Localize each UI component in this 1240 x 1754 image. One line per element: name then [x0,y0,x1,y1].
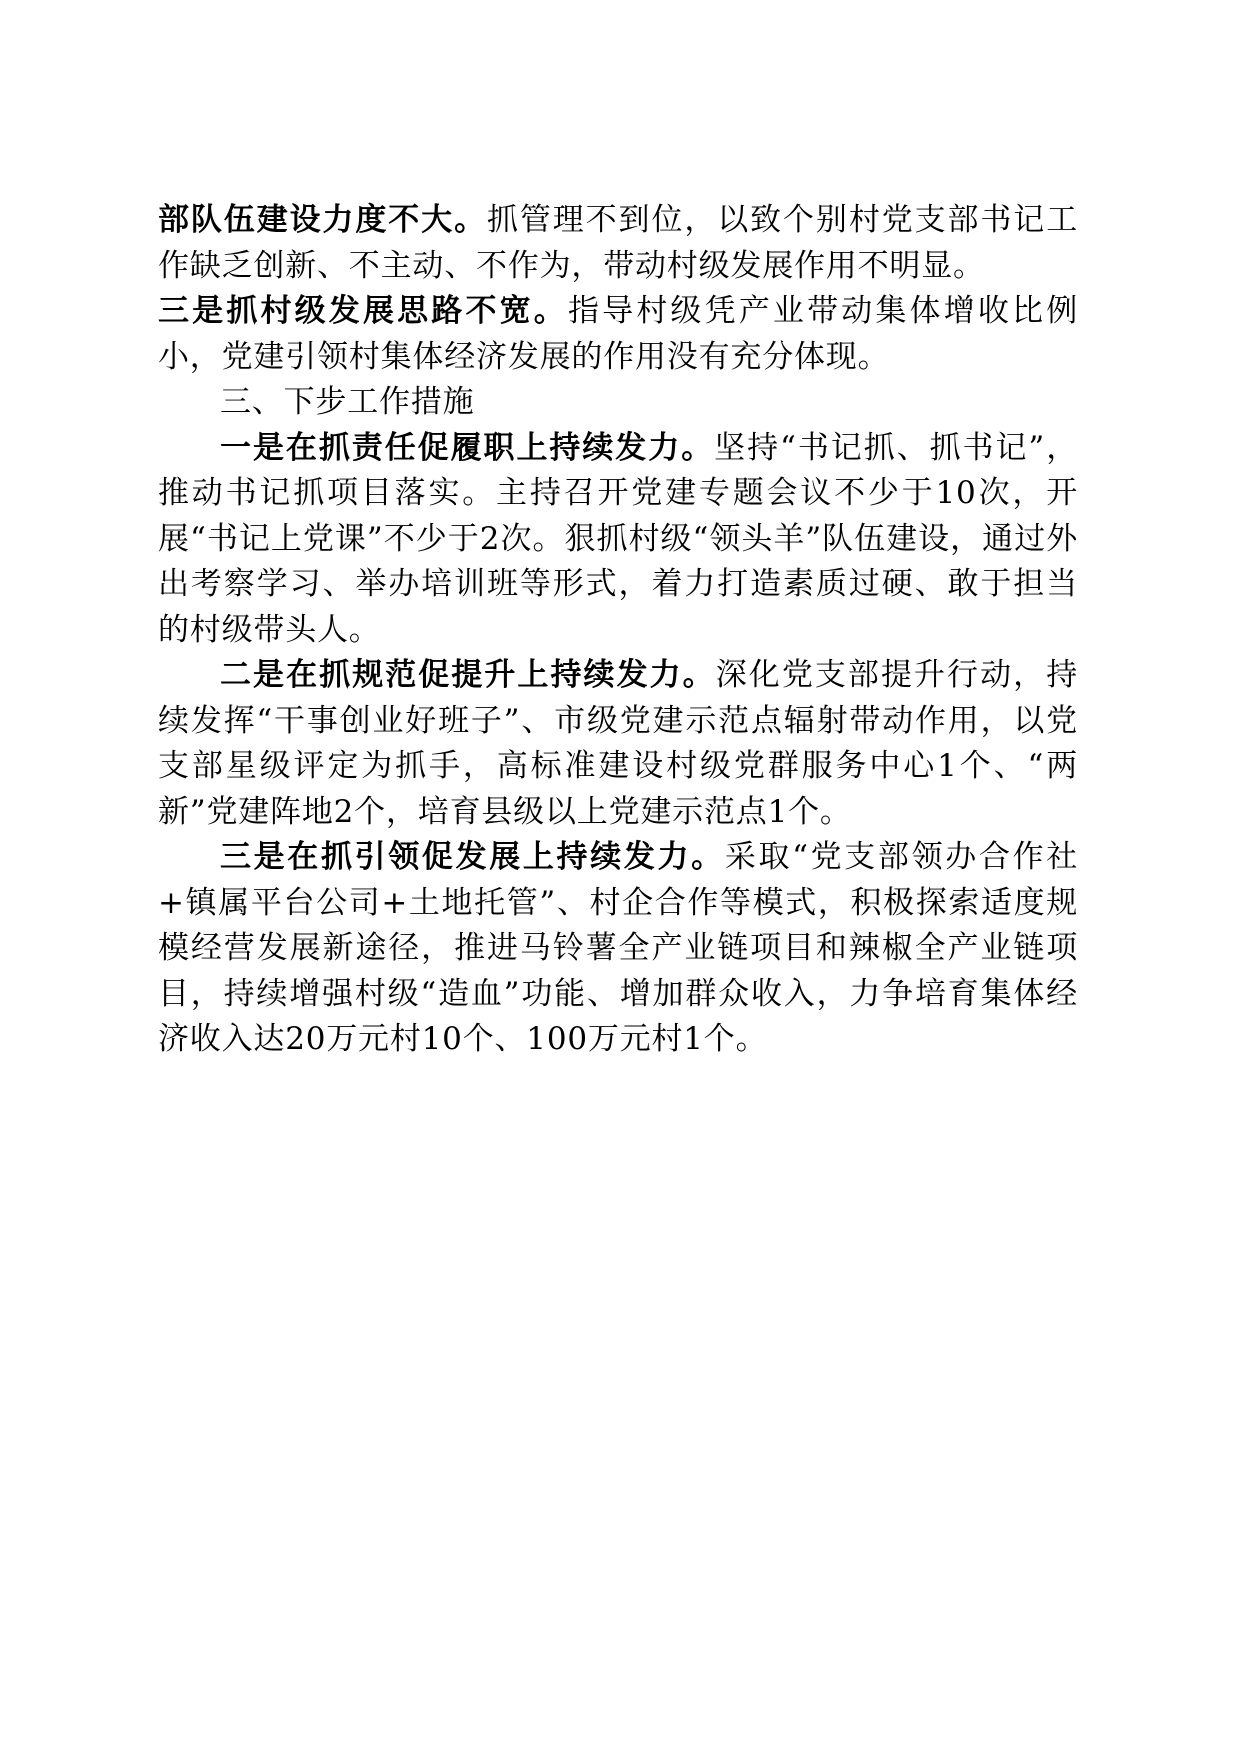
paragraph-text: 抓管理不到位，以致个别村党支部书记工作缺乏创新、不主动、不作为，带动村级发展作用不明显。 [158,202,1078,284]
measure-lead: 二是在抓规范促提升上持续发力。 [220,657,716,693]
paragraph-lead: 部队伍建设力度不大。 [158,202,487,238]
measure-text: 坚持“书记抓、抓书记”，推动书记抓项目落实。主持召开党建专题会议不少于10次，开展“书记上党课”不少于2次。狠抓村级“领头羊”队伍建设，通过外出考察学习、举办培训班等形式，着力打造素质过硬、敢于担当的村级带头人。 [158,429,1079,648]
paragraph-lead: 三是抓村级发展思路不宽。 [158,293,568,329]
measure-lead: 一是在抓责任促履职上持续发力。 [220,429,715,466]
measure-text: 采取“党支部领办合作社+镇属平台公司+土地托管”、村企合作等模式，积极探索适度规模经营发展新途径，推进马铃薯全产业链项目和辣椒全产业链项目，持续增强村级“造血”功能、增加群众收入，力争培育集体经济收入达20万元村10个、100万元村1个。 [158,839,1078,1057]
measure-paragraph-2 [158,653,1078,835]
measure-paragraph-3 [158,835,1078,1063]
paragraph-team-building-problem [158,198,1078,289]
measure-lead: 三是在抓引领促发展上持续发力。 [220,839,725,875]
paragraph-text: 指导村级凭产业带动集体增收比例小，党建引领村集体经济发展的作用没有充分体现。 [158,293,1078,375]
section-heading: 三、下步工作措施 [220,384,475,420]
document-body [158,198,1078,1063]
measure-paragraph-1 [158,426,1078,654]
paragraph-development-problem [158,289,1078,380]
measure-text: 深化党支部提升行动，持续发挥“干事创业好班子”、市级党建示范点辐射带动作用，以党支部星级评定为抓手，高标准建设村级党群服务中心1个、“两新”党建阵地2个，培育县级以上党建示范点1个。 [158,657,1078,830]
